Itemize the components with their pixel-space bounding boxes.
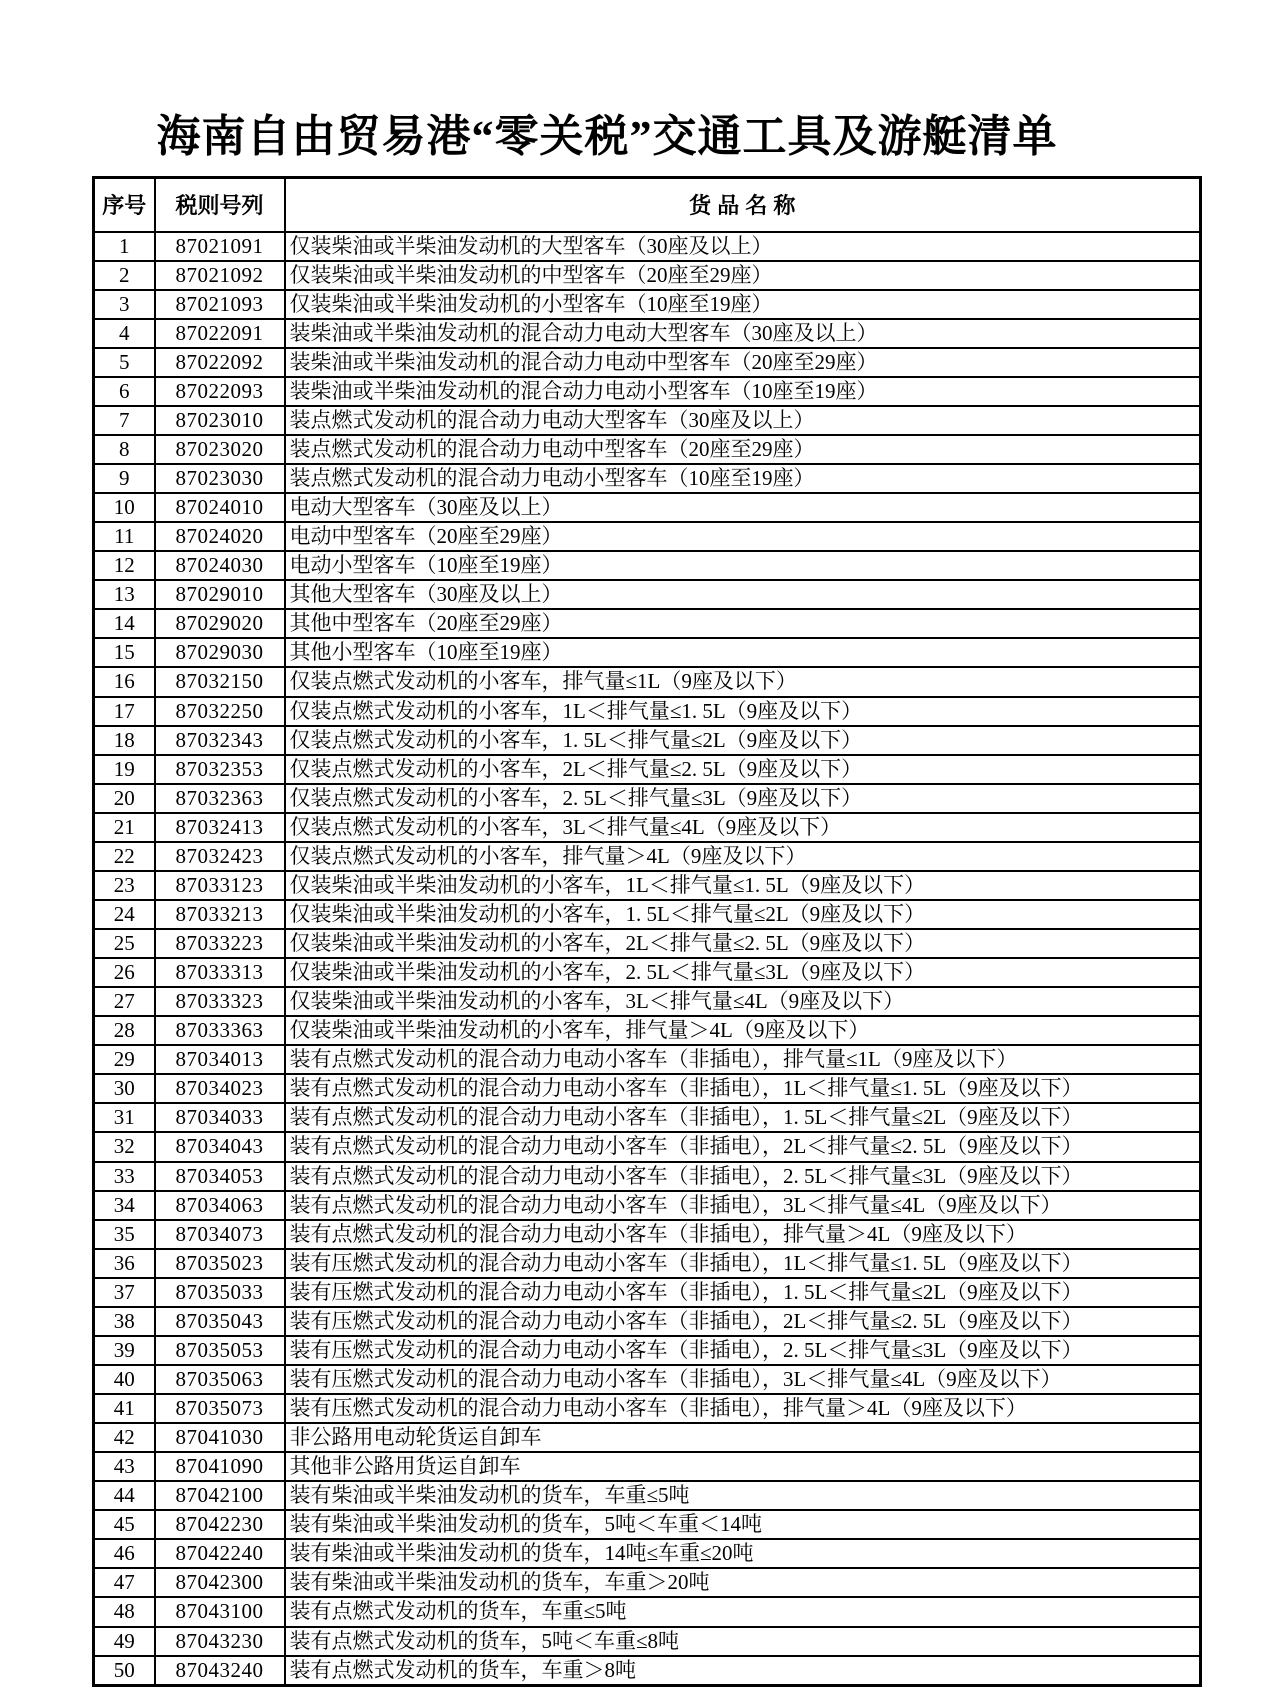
tariff-code: 87034033 bbox=[155, 1103, 285, 1132]
table-row bbox=[94, 958, 1201, 987]
goods-name: 仅装柴油或半柴油发动机的小客车，1. 5L＜排气量≤2L（9座及以下） bbox=[285, 900, 1201, 929]
tariff-code: 87032250 bbox=[155, 697, 285, 726]
row-index: 44 bbox=[94, 1481, 155, 1510]
row-index: 32 bbox=[94, 1132, 155, 1161]
tariff-code: 87021093 bbox=[155, 290, 285, 319]
goods-name: 装有点燃式发动机的混合动力电动小客车（非插电），1. 5L＜排气量≤2L（9座及以下） bbox=[285, 1103, 1201, 1132]
goods-name: 装有柴油或半柴油发动机的货车，14吨≤车重≤20吨 bbox=[285, 1539, 1201, 1568]
goods-name: 装柴油或半柴油发动机的混合动力电动大型客车（30座及以上） bbox=[285, 319, 1201, 348]
goods-name: 装有压燃式发动机的混合动力电动小客车（非插电），1L＜排气量≤1. 5L（9座及以下） bbox=[285, 1249, 1201, 1278]
tariff-code: 87032343 bbox=[155, 726, 285, 755]
tariff-code: 87042240 bbox=[155, 1539, 285, 1568]
tariff-code: 87032423 bbox=[155, 842, 285, 871]
row-index: 36 bbox=[94, 1249, 155, 1278]
goods-name: 装有柴油或半柴油发动机的货车，5吨＜车重＜14吨 bbox=[285, 1510, 1201, 1539]
row-index: 33 bbox=[94, 1162, 155, 1191]
table-row bbox=[94, 638, 1201, 667]
table-row bbox=[94, 1394, 1201, 1423]
tariff-code: 87022093 bbox=[155, 377, 285, 406]
goods-name: 装有点燃式发动机的混合动力电动小客车（非插电），3L＜排气量≤4L（9座及以下） bbox=[285, 1191, 1201, 1220]
table-row bbox=[94, 784, 1201, 813]
tariff-code: 87042300 bbox=[155, 1568, 285, 1597]
row-index: 49 bbox=[94, 1627, 155, 1656]
goods-name: 装有压燃式发动机的混合动力电动小客车（非插电），3L＜排气量≤4L（9座及以下） bbox=[285, 1365, 1201, 1394]
tariff-code: 87035023 bbox=[155, 1249, 285, 1278]
row-index: 2 bbox=[94, 261, 155, 290]
table-row bbox=[94, 1278, 1201, 1307]
tariff-code: 87035073 bbox=[155, 1394, 285, 1423]
table-row bbox=[94, 493, 1201, 522]
table-row bbox=[94, 1510, 1201, 1539]
tariff-code: 87034063 bbox=[155, 1191, 285, 1220]
goods-name: 装有点燃式发动机的混合动力电动小客车（非插电），2. 5L＜排气量≤3L（9座及以下） bbox=[285, 1162, 1201, 1191]
goods-name: 仅装点燃式发动机的小客车，3L＜排气量≤4L（9座及以下） bbox=[285, 813, 1201, 842]
tariff-code: 87033363 bbox=[155, 1016, 285, 1045]
table-row bbox=[94, 1249, 1201, 1278]
goods-name: 装有点燃式发动机的混合动力电动小客车（非插电），1L＜排气量≤1. 5L（9座及以下） bbox=[285, 1074, 1201, 1103]
goods-name: 装有压燃式发动机的混合动力电动小客车（非插电），2L＜排气量≤2. 5L（9座及以下） bbox=[285, 1307, 1201, 1336]
goods-name: 装有点燃式发动机的混合动力电动小客车（非插电），排气量≤1L（9座及以下） bbox=[285, 1045, 1201, 1074]
goods-name: 仅装柴油或半柴油发动机的中型客车（20座至29座） bbox=[285, 261, 1201, 290]
table-row bbox=[94, 435, 1201, 464]
tariff-code: 87029030 bbox=[155, 638, 285, 667]
tariff-code: 87022091 bbox=[155, 319, 285, 348]
table-row bbox=[94, 1045, 1201, 1074]
table-row bbox=[94, 900, 1201, 929]
table-row bbox=[94, 813, 1201, 842]
goods-name: 电动大型客车（30座及以上） bbox=[285, 493, 1201, 522]
row-index: 41 bbox=[94, 1394, 155, 1423]
col-header-goods-name: 货 品 名 称 bbox=[285, 178, 1201, 232]
table-row bbox=[94, 1481, 1201, 1510]
goods-name: 装有柴油或半柴油发动机的货车，车重＞20吨 bbox=[285, 1568, 1201, 1597]
row-index: 28 bbox=[94, 1016, 155, 1045]
goods-name: 装有点燃式发动机的货车，5吨＜车重≤8吨 bbox=[285, 1627, 1201, 1656]
row-index: 4 bbox=[94, 319, 155, 348]
row-index: 19 bbox=[94, 755, 155, 784]
tariff-code: 87041030 bbox=[155, 1423, 285, 1452]
tariff-code: 87033213 bbox=[155, 900, 285, 929]
goods-name: 装柴油或半柴油发动机的混合动力电动小型客车（10座至19座） bbox=[285, 377, 1201, 406]
row-index: 3 bbox=[94, 290, 155, 319]
table-row bbox=[94, 290, 1201, 319]
tariff-code: 87033223 bbox=[155, 929, 285, 958]
goods-name: 装点燃式发动机的混合动力电动中型客车（20座至29座） bbox=[285, 435, 1201, 464]
tariff-code: 87024020 bbox=[155, 522, 285, 551]
tariff-code: 87029020 bbox=[155, 609, 285, 638]
tariff-code: 87043240 bbox=[155, 1656, 285, 1686]
goods-name: 装有点燃式发动机的货车，车重＞8吨 bbox=[285, 1656, 1201, 1686]
goods-name: 电动小型客车（10座至19座） bbox=[285, 551, 1201, 580]
row-index: 5 bbox=[94, 348, 155, 377]
table-row bbox=[94, 755, 1201, 784]
goods-name: 仅装点燃式发动机的小客车，排气量≤1L（9座及以下） bbox=[285, 667, 1201, 696]
goods-name: 仅装柴油或半柴油发动机的大型客车（30座及以上） bbox=[285, 232, 1201, 261]
row-index: 24 bbox=[94, 900, 155, 929]
row-index: 46 bbox=[94, 1539, 155, 1568]
tariff-code: 87043230 bbox=[155, 1627, 285, 1656]
goods-name: 装有点燃式发动机的混合动力电动小客车（非插电），2L＜排气量≤2. 5L（9座及以下） bbox=[285, 1132, 1201, 1161]
tariff-code: 87023010 bbox=[155, 406, 285, 435]
table-row bbox=[94, 1365, 1201, 1394]
table-row bbox=[94, 1627, 1201, 1656]
table-row bbox=[94, 1336, 1201, 1365]
goods-name: 仅装柴油或半柴油发动机的小客车，2L＜排气量≤2. 5L（9座及以下） bbox=[285, 929, 1201, 958]
row-index: 42 bbox=[94, 1423, 155, 1452]
header-row bbox=[94, 178, 1201, 232]
goods-name: 装有压燃式发动机的混合动力电动小客车（非插电），2. 5L＜排气量≤3L（9座及以下） bbox=[285, 1336, 1201, 1365]
row-index: 22 bbox=[94, 842, 155, 871]
row-index: 18 bbox=[94, 726, 155, 755]
row-index: 6 bbox=[94, 377, 155, 406]
goods-name: 仅装柴油或半柴油发动机的小客车，排气量＞4L（9座及以下） bbox=[285, 1016, 1201, 1045]
row-index: 50 bbox=[94, 1656, 155, 1686]
table-row bbox=[94, 1016, 1201, 1045]
tariff-code: 87032363 bbox=[155, 784, 285, 813]
tariff-code: 87035063 bbox=[155, 1365, 285, 1394]
goods-name: 仅装柴油或半柴油发动机的小客车，2. 5L＜排气量≤3L（9座及以下） bbox=[285, 958, 1201, 987]
goods-name: 装有点燃式发动机的混合动力电动小客车（非插电），排气量＞4L（9座及以下） bbox=[285, 1220, 1201, 1249]
table-row bbox=[94, 406, 1201, 435]
tariff-code: 87033123 bbox=[155, 871, 285, 900]
tariff-code: 87032353 bbox=[155, 755, 285, 784]
goods-name: 装点燃式发动机的混合动力电动大型客车（30座及以上） bbox=[285, 406, 1201, 435]
table-row bbox=[94, 551, 1201, 580]
table-row bbox=[94, 609, 1201, 638]
goods-name: 仅装点燃式发动机的小客车，2L＜排气量≤2. 5L（9座及以下） bbox=[285, 755, 1201, 784]
row-index: 12 bbox=[94, 551, 155, 580]
goods-name: 其他大型客车（30座及以上） bbox=[285, 580, 1201, 609]
goods-name: 仅装点燃式发动机的小客车，1L＜排气量≤1. 5L（9座及以下） bbox=[285, 697, 1201, 726]
row-index: 7 bbox=[94, 406, 155, 435]
row-index: 40 bbox=[94, 1365, 155, 1394]
tariff-code: 87023030 bbox=[155, 464, 285, 493]
tariff-table bbox=[92, 176, 1202, 1687]
table-row bbox=[94, 1191, 1201, 1220]
tariff-code: 87022092 bbox=[155, 348, 285, 377]
row-index: 45 bbox=[94, 1510, 155, 1539]
tariff-code: 87034023 bbox=[155, 1074, 285, 1103]
row-index: 11 bbox=[94, 522, 155, 551]
row-index: 21 bbox=[94, 813, 155, 842]
table-row bbox=[94, 1423, 1201, 1452]
row-index: 39 bbox=[94, 1336, 155, 1365]
tariff-code: 87043100 bbox=[155, 1597, 285, 1626]
row-index: 15 bbox=[94, 638, 155, 667]
table-row bbox=[94, 1162, 1201, 1191]
table-row bbox=[94, 726, 1201, 755]
row-index: 16 bbox=[94, 667, 155, 696]
tariff-code: 87033323 bbox=[155, 987, 285, 1016]
row-index: 34 bbox=[94, 1191, 155, 1220]
col-header-tariff-code: 税则号列 bbox=[155, 178, 285, 232]
row-index: 13 bbox=[94, 580, 155, 609]
tariff-code: 87034013 bbox=[155, 1045, 285, 1074]
row-index: 17 bbox=[94, 697, 155, 726]
table-row bbox=[94, 232, 1201, 261]
tariff-code: 87042100 bbox=[155, 1481, 285, 1510]
goods-name: 其他非公路用货运自卸车 bbox=[285, 1452, 1201, 1481]
row-index: 25 bbox=[94, 929, 155, 958]
table-row bbox=[94, 1074, 1201, 1103]
tariff-code: 87024030 bbox=[155, 551, 285, 580]
goods-name: 仅装柴油或半柴油发动机的小客车，1L＜排气量≤1. 5L（9座及以下） bbox=[285, 871, 1201, 900]
tariff-code: 87023020 bbox=[155, 435, 285, 464]
goods-name: 仅装柴油或半柴油发动机的小型客车（10座至19座） bbox=[285, 290, 1201, 319]
row-index: 8 bbox=[94, 435, 155, 464]
table-row bbox=[94, 987, 1201, 1016]
tariff-code: 87032413 bbox=[155, 813, 285, 842]
row-index: 43 bbox=[94, 1452, 155, 1481]
table-row bbox=[94, 348, 1201, 377]
row-index: 37 bbox=[94, 1278, 155, 1307]
goods-name: 仅装点燃式发动机的小客车，1. 5L＜排气量≤2L（9座及以下） bbox=[285, 726, 1201, 755]
table-body bbox=[94, 232, 1201, 1686]
row-index: 31 bbox=[94, 1103, 155, 1132]
goods-name: 装有柴油或半柴油发动机的货车，车重≤5吨 bbox=[285, 1481, 1201, 1510]
goods-name: 其他中型客车（20座至29座） bbox=[285, 609, 1201, 638]
goods-name: 装有点燃式发动机的货车，车重≤5吨 bbox=[285, 1597, 1201, 1626]
table-row bbox=[94, 1452, 1201, 1481]
goods-name: 装有压燃式发动机的混合动力电动小客车（非插电），1. 5L＜排气量≤2L（9座及以下） bbox=[285, 1278, 1201, 1307]
goods-name: 电动中型客车（20座至29座） bbox=[285, 522, 1201, 551]
row-index: 35 bbox=[94, 1220, 155, 1249]
table-row bbox=[94, 1103, 1201, 1132]
row-index: 23 bbox=[94, 871, 155, 900]
table-row bbox=[94, 1568, 1201, 1597]
goods-name: 装柴油或半柴油发动机的混合动力电动中型客车（20座至29座） bbox=[285, 348, 1201, 377]
table-row bbox=[94, 667, 1201, 696]
row-index: 10 bbox=[94, 493, 155, 522]
goods-name: 装点燃式发动机的混合动力电动小型客车（10座至19座） bbox=[285, 464, 1201, 493]
tariff-code: 87034073 bbox=[155, 1220, 285, 1249]
table-row bbox=[94, 842, 1201, 871]
table-row bbox=[94, 464, 1201, 493]
row-index: 1 bbox=[94, 232, 155, 261]
tariff-code: 87033313 bbox=[155, 958, 285, 987]
tariff-code: 87021091 bbox=[155, 232, 285, 261]
row-index: 20 bbox=[94, 784, 155, 813]
tariff-code: 87035033 bbox=[155, 1278, 285, 1307]
table-row bbox=[94, 1307, 1201, 1336]
table-row bbox=[94, 261, 1201, 290]
tariff-code: 87035053 bbox=[155, 1336, 285, 1365]
tariff-code: 87032150 bbox=[155, 667, 285, 696]
goods-name: 仅装柴油或半柴油发动机的小客车，3L＜排气量≤4L（9座及以下） bbox=[285, 987, 1201, 1016]
row-index: 47 bbox=[94, 1568, 155, 1597]
table-row bbox=[94, 697, 1201, 726]
tariff-code: 87041090 bbox=[155, 1452, 285, 1481]
goods-name: 仅装点燃式发动机的小客车，排气量＞4L（9座及以下） bbox=[285, 842, 1201, 871]
goods-name: 非公路用电动轮货运自卸车 bbox=[285, 1423, 1201, 1452]
row-index: 26 bbox=[94, 958, 155, 987]
table-row bbox=[94, 929, 1201, 958]
tariff-code: 87034053 bbox=[155, 1162, 285, 1191]
tariff-code: 87029010 bbox=[155, 580, 285, 609]
goods-name: 装有压燃式发动机的混合动力电动小客车（非插电），排气量＞4L（9座及以下） bbox=[285, 1394, 1201, 1423]
tariff-code: 87042230 bbox=[155, 1510, 285, 1539]
table-row bbox=[94, 871, 1201, 900]
row-index: 48 bbox=[94, 1597, 155, 1626]
table-row bbox=[94, 522, 1201, 551]
page-title: 海南自由贸易港“零关税”交通工具及游艇清单 bbox=[156, 112, 1058, 161]
table-row bbox=[94, 1656, 1201, 1686]
row-index: 38 bbox=[94, 1307, 155, 1336]
tariff-code: 87035043 bbox=[155, 1307, 285, 1336]
table-row bbox=[94, 377, 1201, 406]
row-index: 14 bbox=[94, 609, 155, 638]
tariff-code: 87024010 bbox=[155, 493, 285, 522]
row-index: 30 bbox=[94, 1074, 155, 1103]
col-header-index: 序号 bbox=[94, 178, 155, 232]
goods-name: 其他小型客车（10座至19座） bbox=[285, 638, 1201, 667]
table-row bbox=[94, 319, 1201, 348]
tariff-code: 87034043 bbox=[155, 1132, 285, 1161]
table-row bbox=[94, 580, 1201, 609]
table-row bbox=[94, 1539, 1201, 1568]
table-row bbox=[94, 1220, 1201, 1249]
goods-name: 仅装点燃式发动机的小客车，2. 5L＜排气量≤3L（9座及以下） bbox=[285, 784, 1201, 813]
table-row bbox=[94, 1132, 1201, 1161]
row-index: 9 bbox=[94, 464, 155, 493]
row-index: 29 bbox=[94, 1045, 155, 1074]
row-index: 27 bbox=[94, 987, 155, 1016]
table-row bbox=[94, 1597, 1201, 1626]
tariff-code: 87021092 bbox=[155, 261, 285, 290]
